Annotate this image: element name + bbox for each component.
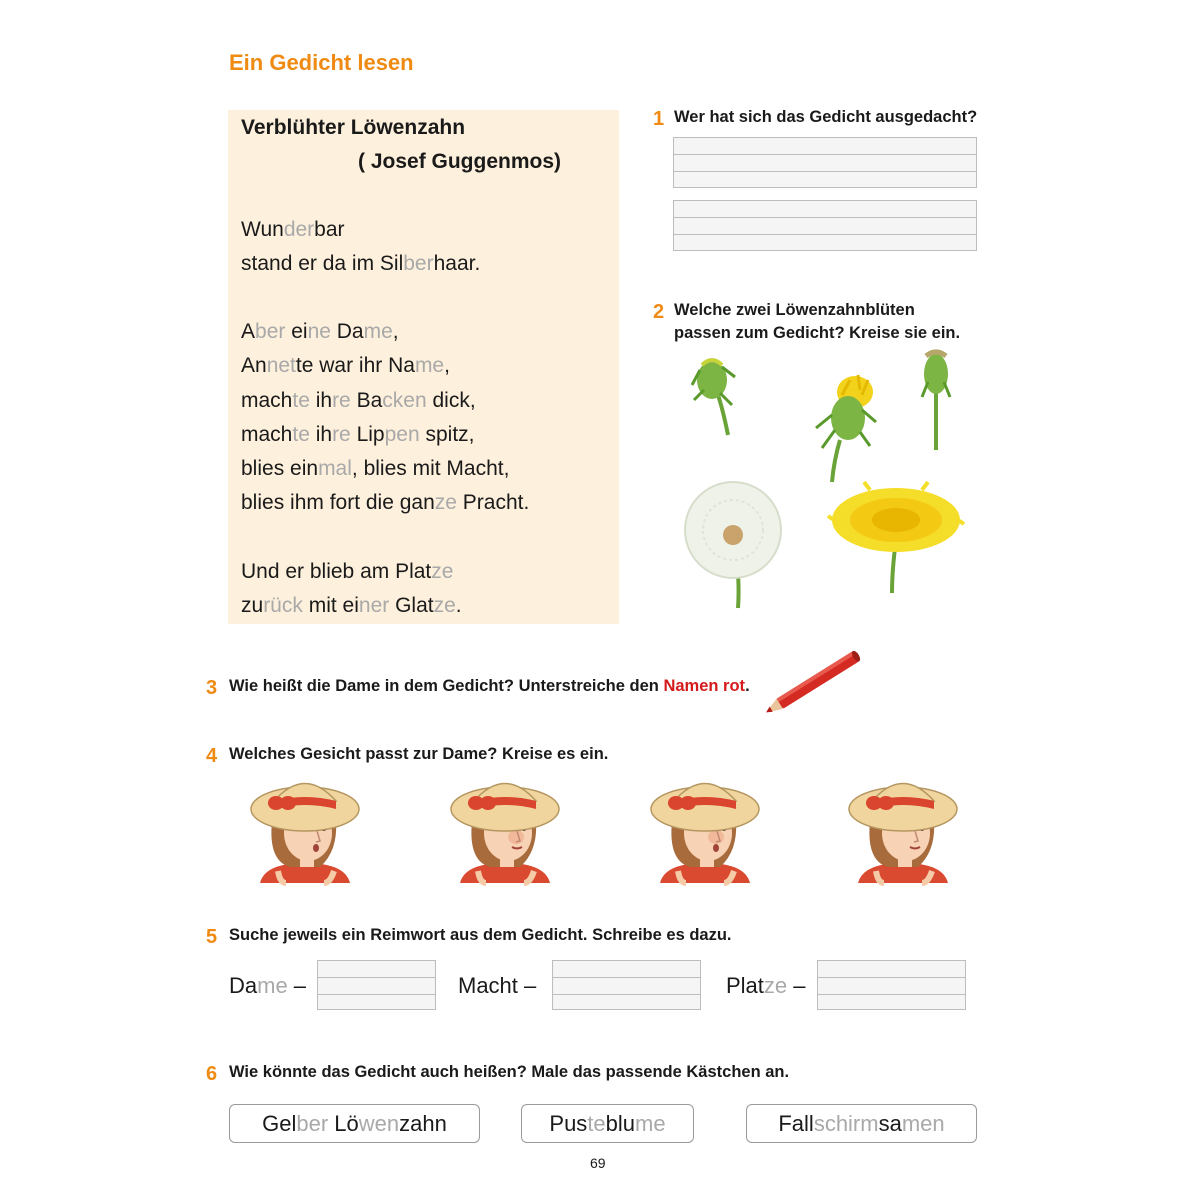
dandelion-half-bloom-icon[interactable]: [810, 370, 880, 485]
question-6-text: Wie könnte das Gedicht auch heißen? Male das passende Kästchen an.: [229, 1063, 790, 1081]
poem-line: Und er blieb am Platze: [241, 560, 454, 583]
rhyme-word-macht: Macht –: [458, 973, 537, 998]
lady-face-2-icon[interactable]: [450, 771, 560, 883]
poem-stanza-2: [241, 315, 529, 521]
question-4-text: Welches Gesicht passt zur Dame? Kreise es ein.: [229, 745, 609, 763]
question-1-text: Wer hat sich das Gedicht ausgedacht?: [674, 108, 978, 126]
poem-line: blies einmal, blies mit Macht,: [241, 457, 510, 481]
question-1-number: 1: [653, 108, 665, 130]
poem-stanza-3: [241, 555, 462, 624]
rhyme-word-dame: Dame –: [229, 973, 307, 998]
title-choice-gelber-loewenzahn[interactable]: Gelber Löwenzahn: [229, 1104, 480, 1143]
lady-face-3-icon[interactable]: [650, 771, 760, 883]
question-6-number: 6: [206, 1063, 218, 1085]
page-title: Ein Gedicht lesen: [229, 50, 414, 75]
poem-line: Annette war ihr Name,: [241, 354, 450, 378]
question-3-text: Wie heißt die Dame in dem Gedicht? Unterstreiche den Namen rot.: [229, 677, 750, 695]
question-2-line-1: Welche zwei Löwenzahnblüten: [674, 301, 915, 319]
rhyme-answer-platze[interactable]: [817, 960, 966, 1010]
question-2-number: 2: [653, 301, 665, 323]
rhyme-word-platze: Platze –: [726, 973, 806, 998]
title-choice-fallschirmsamen[interactable]: Fallschirmsamen: [746, 1104, 977, 1143]
poem-box: [228, 110, 619, 624]
question-3-red-text: Namen rot: [663, 677, 746, 695]
poem-line: machte ihre Backen dick,: [241, 388, 476, 412]
lady-face-1-icon[interactable]: [250, 771, 360, 883]
dandelion-bud-icon[interactable]: [690, 355, 750, 440]
question-5-number: 5: [206, 926, 218, 948]
poem-line: blies ihm fort die ganze Pracht.: [241, 491, 530, 515]
poem-title: Verblühter Löwenzahn: [241, 116, 466, 139]
page-number: 69: [590, 1155, 606, 1171]
question-5-text: Suche jeweils ein Reimwort aus dem Gedicht. Schreibe es dazu.: [229, 926, 732, 944]
poem-line: stand er da im Silberhaar.: [241, 252, 481, 276]
answer-lines-1b[interactable]: [673, 200, 977, 251]
question-4-number: 4: [206, 745, 218, 767]
title-choice-pusteblume[interactable]: Pusteblume: [521, 1104, 694, 1143]
poem-line: zurück mit einer Glatze.: [241, 594, 462, 618]
poem-stanza-1: [241, 213, 480, 282]
red-pencil-icon: [760, 652, 870, 714]
dandelion-flower-icon[interactable]: [830, 480, 965, 595]
rhyme-answer-dame[interactable]: [317, 960, 436, 1010]
question-2-line-2: passen zum Gedicht? Kreise sie ein.: [674, 324, 961, 342]
lady-face-4-icon[interactable]: [848, 771, 958, 883]
rhyme-answer-macht[interactable]: [552, 960, 701, 1010]
question-3-number: 3: [206, 677, 218, 699]
answer-lines-1a[interactable]: [673, 137, 977, 188]
poem-line: Aber eine Dame,: [241, 320, 399, 343]
dandelion-closed-icon[interactable]: [918, 352, 954, 452]
dandelion-clock-icon[interactable]: [680, 480, 790, 610]
poem-line: machte ihre Lippen spitz,: [241, 422, 475, 446]
poem-line: Wunderbar: [241, 218, 345, 241]
poem-author: ( Josef Guggenmos): [358, 150, 562, 173]
